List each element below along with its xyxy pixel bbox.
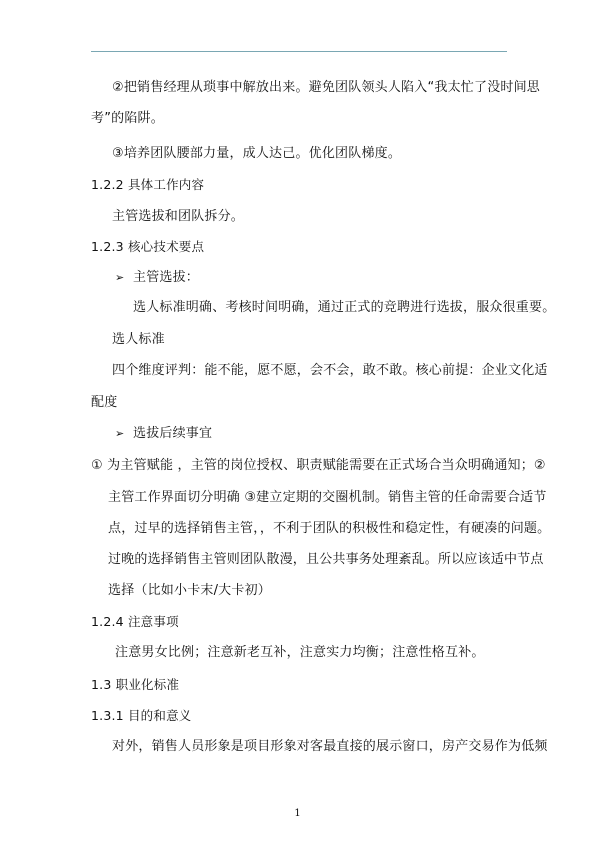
paragraph-line: 选人标准 <box>112 332 165 347</box>
paragraph-line: ②把销售经理从琐事中解放出来。避免团队领头人陷入“我太忙了没时间思 <box>112 80 540 95</box>
section-heading-1-2-2: 1.2.2 具体工作内容 <box>91 177 205 192</box>
section-heading-1-2-4: 1.2.4 注意事项 <box>91 614 179 629</box>
section-heading-1-3-1: 1.3.1 目的和意义 <box>91 708 192 723</box>
paragraph-line: ① 为主管赋能 ，主管的岗位授权、职责赋能需要在正式场合当众明确通知；② <box>91 458 546 473</box>
paragraph-line: 主管工作界面切分明确 ③建立定期的交圈机制。销售主管的任命需要合适节 <box>108 490 547 505</box>
bullet-item <box>115 269 199 286</box>
paragraph-line: ③培养团队腰部力量，成人达己。优化团队梯度。 <box>112 146 402 161</box>
paragraph-line: 对外，销售人员形象是项目形象对客最直接的展示窗口，房产交易作为低频 <box>112 739 548 754</box>
paragraph-line: 考”的陷阱。 <box>91 111 164 126</box>
paragraph-line: 选人标准明确、考核时间明确，通过正式的竞聘进行选拔，服众很重要。 <box>133 300 556 315</box>
bullet-label: 选拔后续事宜 <box>133 426 213 441</box>
paragraph-line: 过晚的选择销售主管则团队散漫，且公共事务处理紊乱。所以应该适中节点 <box>108 552 544 567</box>
paragraph-line: 选择（比如小卡末/大卡初） <box>108 583 271 598</box>
bullet-label: 主管选拔： <box>133 270 200 285</box>
paragraph-line: 配度 <box>91 395 118 410</box>
paragraph-line: 四个维度评判：能不能，愿不愿，会不会，敢不敢。核心前提：企业文化适 <box>112 363 548 378</box>
arrow-bullet-icon: ➢ <box>115 427 125 440</box>
bullet-item <box>115 425 212 442</box>
paragraph-line: 主管选拔和团队拆分。 <box>112 209 245 224</box>
section-heading-1-2-3: 1.2.3 核心技术要点 <box>91 239 205 254</box>
header-rule <box>91 51 507 52</box>
paragraph-line: 注意男女比例；注意新老互补，注意实力均衡；注意性格互补。 <box>115 645 485 660</box>
page-number: 1 <box>294 808 301 819</box>
paragraph-line: 点，过早的选择销售主管，，不利于团队的积极性和稳定性，有硬凑的问题。 <box>108 521 551 536</box>
arrow-bullet-icon: ➢ <box>115 271 125 284</box>
section-heading-1-3: 1.3 职业化标准 <box>91 677 180 692</box>
